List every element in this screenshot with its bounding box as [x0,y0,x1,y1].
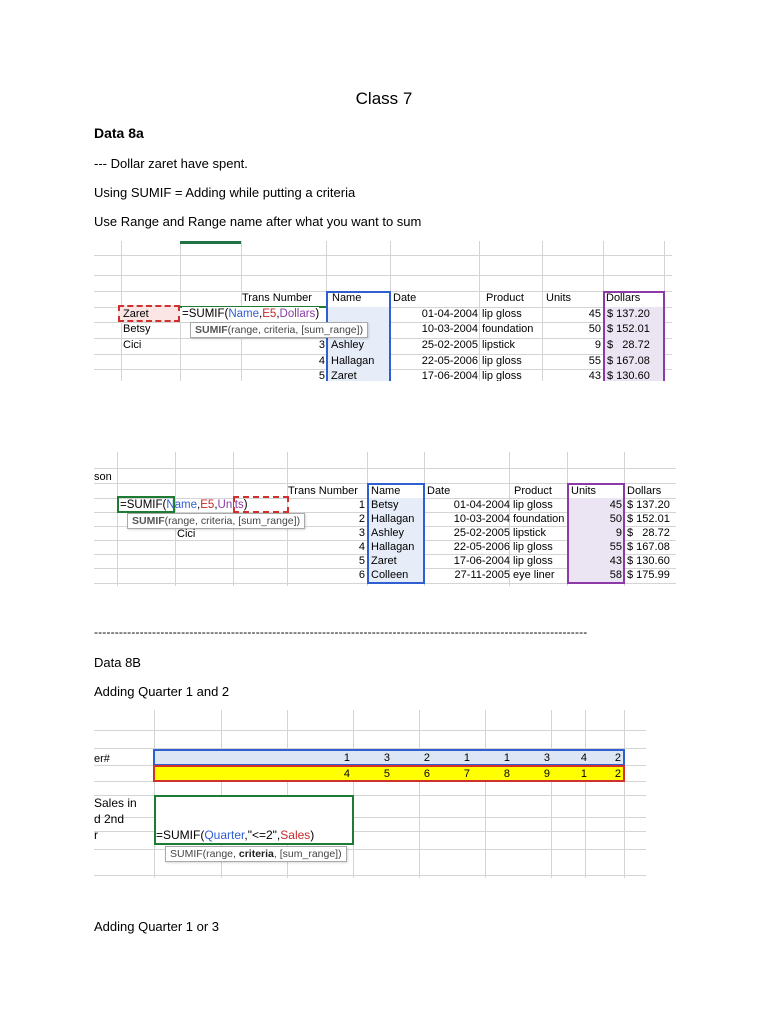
row-product: lip gloss [513,499,553,511]
row-date: 17-06-2004 [421,370,478,381]
row-dollars: $ 152.01 [607,323,650,335]
row-dollars: $ 152.01 [627,513,670,525]
header-units: Units [571,485,597,497]
row-number: 5 [318,370,325,381]
row-units: 9 [615,527,622,539]
sales-cell: 8 [503,768,510,780]
text-dollar-zaret: --- Dollar zaret have spent. [94,156,248,171]
text-use-range: Use Range and Range name after what you want to sum [94,214,422,229]
formula-text[interactable]: =SUMIF(Name,E5,Units) [120,499,248,511]
formula-text[interactable]: =SUMIF(Name,E5,Dollars) [182,308,320,320]
sales-cell: 6 [423,768,430,780]
quarter-cell: 1 [343,752,350,764]
header-units: Units [546,292,572,304]
row-units: 45 [588,308,601,320]
spreadsheet-snippet-2 [94,452,676,586]
row-units: 55 [609,541,622,553]
row-product: lip gloss [482,308,522,320]
row-units: 50 [588,323,601,335]
row-units: 9 [594,339,601,351]
row-units: 43 [588,370,601,381]
row-date: 17-06-2004 [453,555,510,567]
row-name: Zaret [331,370,357,381]
quarter-cell: 4 [580,752,587,764]
function-tooltip: SUMIF(range, criteria, [sum_range]) [165,846,347,862]
document-title: Class 7 [355,89,413,108]
row-name: Hallagan [371,541,415,553]
label-sales-line-1: Sales in [94,796,137,810]
header-trans-number: Trans Number [288,485,358,497]
row-number: 2 [358,513,365,525]
row-name: Hallagan [331,355,375,367]
text-using-sumif: Using SUMIF = Adding while putting a criteria [94,185,356,200]
header-trans-number: Trans Number [242,292,312,304]
label-sales-line-2: d 2nd [94,812,125,826]
corner-text: son [94,471,112,483]
row-product: lip gloss [482,370,522,381]
quarter-cell: 3 [383,752,390,764]
row-product: foundation [482,323,534,335]
quarter-cell: 1 [463,752,470,764]
row-name: Zaret [371,555,397,567]
header-product: Product [486,292,524,304]
row-date: 01-04-2004 [421,308,478,320]
row-dollars: $ 167.08 [627,541,670,553]
header-name: Name [371,485,401,497]
row-name: Ashley [371,527,405,539]
row-label-quarter: er# [94,753,110,765]
row-date: 22-05-2006 [453,541,510,553]
row-dollars: $ 28.72 [607,339,650,351]
function-tooltip: SUMIF(range, criteria, [sum_range]) [127,513,305,529]
row-number: 3 [358,527,365,539]
row-product: lipstick [482,339,516,351]
row-name: Colleen [371,569,409,581]
row-product: lipstick [513,527,547,539]
row-number: 4 [318,355,325,367]
row-number: 4 [358,541,365,553]
row-dollars: $ 130.60 [627,555,670,567]
row-units: 55 [588,355,601,367]
row-number: 1 [358,499,365,511]
function-tooltip: SUMIF(range, criteria, [sum_range]) [190,322,368,338]
row-date: 01-04-2004 [453,499,510,511]
header-product: Product [514,485,552,497]
cell-cici: Cici [177,528,196,540]
row-units: 50 [609,513,622,525]
formula-text[interactable]: =SUMIF(Quarter,"<=2",Sales) [156,828,315,842]
row-dollars: $ 137.20 [627,499,670,511]
row-number: 3 [318,339,325,351]
row-dollars: $ 130.60 [607,370,650,381]
separator-line: ----------------------------------------------------------------------------------------------------------------------- [94,625,588,639]
sales-cell: 5 [383,768,390,780]
sales-cell: 1 [580,768,587,780]
row-name: Betsy [371,499,399,511]
spreadsheet-snippet-3 [94,710,646,878]
row-units: 43 [609,555,622,567]
sales-cell: 9 [543,768,550,780]
row-dollars: $ 167.08 [607,355,650,367]
sales-cell: 4 [343,768,350,780]
sales-cell: 7 [463,768,470,780]
header-name: Name [332,292,362,304]
row-units: 58 [609,569,622,581]
row-dollars: $ 137.20 [607,308,650,320]
row-name: Hallagan [371,513,415,525]
row-product: lip gloss [513,555,553,567]
header-dollars: Dollars [627,485,662,497]
quarter-cell: 2 [614,752,621,764]
row-number: 5 [358,555,365,567]
row-date: 10-03-2004 [453,513,510,525]
row-product: eye liner [513,569,555,581]
cell-betsy: Betsy [123,323,151,335]
header-dollars: Dollars [606,292,641,304]
row-product: lip gloss [513,541,553,553]
quarter-cell: 3 [543,752,550,764]
quarter-cell: 2 [423,752,430,764]
row-number: 6 [358,569,365,581]
sales-cell: 2 [614,768,621,780]
row-date: 25-02-2005 [453,527,510,539]
header-date: Date [427,485,451,497]
cell-zaret: Zaret [123,308,149,320]
row-dollars: $ 175.99 [627,569,670,581]
row-dollars: $ 28.72 [627,527,670,539]
row-units: 45 [609,499,622,511]
row-product: lip gloss [482,355,522,367]
spreadsheet-snippet-1 [94,241,672,381]
text-adding-quarter-1-2: Adding Quarter 1 and 2 [94,684,230,699]
heading-data-8a: Data 8a [94,125,144,141]
quarter-cell: 1 [503,752,510,764]
text-adding-quarter-1-3: Adding Quarter 1 or 3 [94,919,220,934]
row-date: 27-11-2005 [454,569,510,581]
row-date: 10-03-2004 [421,323,478,335]
header-date: Date [393,292,417,304]
heading-data-8b: Data 8B [94,655,141,670]
row-product: foundation [513,513,565,525]
label-sales-line-3: r [94,828,98,842]
row-date: 25-02-2005 [421,339,478,351]
row-date: 22-05-2006 [421,355,478,367]
cell-cici: Cici [123,339,142,351]
row-name: Ashley [331,339,365,351]
